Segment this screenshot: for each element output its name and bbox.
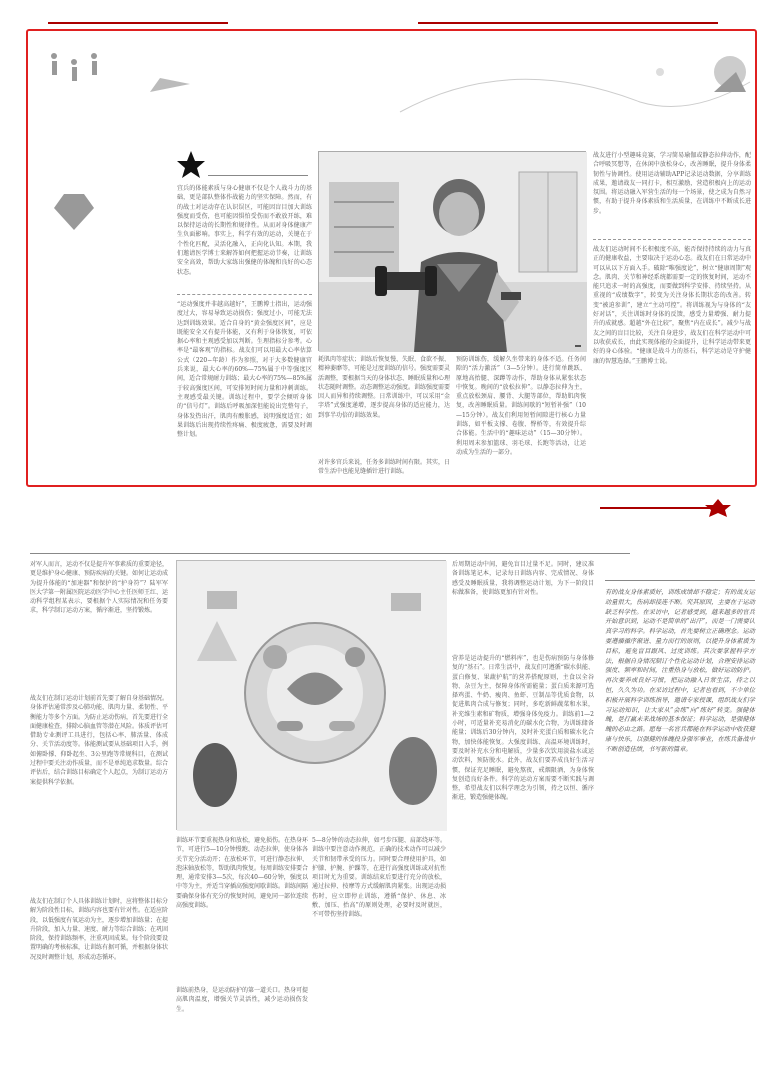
header-rule-right bbox=[418, 22, 718, 24]
body-col2-b: 对许多官兵来说，任务多训练时间有限。其实，日常生活中也能见缝插针进行训练。 bbox=[318, 459, 451, 476]
column-star-badge bbox=[176, 150, 206, 180]
title-banner bbox=[40, 42, 750, 122]
a2-col4-top: 后周期运动中间，避免盲目过量不足。同时，建议准备训练笔记本，记录每日训练内容、完成情况、身体感受及睡眠质量，我将调整运动计划，为下一阶段目标做准备，使训练更加有针对性。 bbox=[452, 561, 594, 596]
body-col2-a: 耗肌肉等症状；训练后恢复慢、失眠、食欲不振、精神萎靡等，可能是过度训练的信号。强度需要灵活调整，要根据当天的身体状态、睡眠质量和心理状态随时调整。动态调整运动强度。训练强度需要因人而异和持续调整。日常训练中，可以采用“金字塔”式强度递增，逐步提高身体的适应能力，达到事半功倍的训练效果。 bbox=[318, 356, 451, 419]
a2-col1-tail: 战友们在制订个人具体训练计划时，应将整体目标分解为阶段性目标，训练内容也要有针对性。在适应阶段，以低强度有氧运动为主，逐步增加训练量；在提升阶段，加入力量、速度、耐力等综合训练；在巩固阶段，保持训练频率，注重巩固成果。每个阶段要设置明确的考核标准，让训练有据可循，并根据身体状况及时调整计划，形成动态循环。 bbox=[30, 898, 169, 961]
a2-col1-body: 战友们在制订运动计划前首先要了解自身基础情况。身体评估通常涉及心肺功能、肌肉力量、柔韧性、平衡能力等多个方面。为防止运动伤病，首先要进行全面健康检查，排除心脑血管等潜在风险。体质评估可借助专业测评工具进行，包括心率、肺活量、体成分、关节活动度等。体能测试要从基础项目入手，例如俯卧撑、仰卧起坐、3公里跑等常规科目，在测试过程中要关注动作质量，而不是单纯追求数量。综合评估后，结合训练目标确定个人起点，为制订运动方案提供科学依据。 bbox=[30, 695, 169, 786]
editor-note-badge bbox=[52, 190, 96, 232]
notes-label-bar bbox=[600, 498, 758, 518]
nutrition-illustration bbox=[176, 560, 446, 830]
header-rule-left bbox=[48, 22, 228, 24]
a2-col2-tail: 训练前热身，是运动防护的第一道关口。热身可提高肌肉温度，增强关节灵活性，减少运动损伤发生。 bbox=[176, 987, 309, 1013]
a2-col4-body: 营养是运动提升的“燃料库”，也是伤病预防与身体修复的“基石”。日常生活中，战友们可遵循“碳水供能、蛋白修复、果蔬护航”的营养搭配原则，主食以全谷物、杂豆为主，保障身体所需能量；蛋白质来源可选择鸡蛋、牛奶、瘦肉、鱼虾、豆制品等优质食物，以促进肌肉合成与修复；同时，多吃新鲜蔬菜和水果，补充维生素和矿物质，增强身体免疫力。训练前1—2小时，可适量补充易消化的碳水化合物，为训练储备能量；训练后30分钟内，及时补充蛋白质和碳水化合物，加快体能恢复。大强度训练、高温环境训练时，要及时补充水分和电解质，少量多次饮用淡盐水或运动饮料，预防脱水。此外，战友们要养成良好生活习惯，保证充足睡眠，避免熬夜，戒烟限酒，为身体恢复创造良好条件。科学的运动方案需要不断实践与调整，希望战友们以科学理念为引领，持之以恒、循序渐进，锻造强健体魄。 bbox=[452, 655, 594, 802]
body-col4-a: 战友进行小型趣味竞赛，学习简易瑜伽或静态拉伸动作，配合呼吸冥想等，在休闲中放松身心，改善睡眠，提升身体柔韧性与协调性。使用运动辅助APP记录运动数据，分享训练成果，邀请战友一同打卡，相互激励，营造积极向上的运动氛围。将运动融入军营生活的每一个场景，使之成为自然习惯，有助于提升身体素质和生活质量，在训练中不断成长进步。 bbox=[593, 152, 751, 215]
a2-col1-intro: 对军人而言，运动不仅是提升军事素质的重要途径，更是维护身心健康、预防疾病的关键。如何让运动成为提升体能的“加速器”和保护的“护身符”？陆军军医大学第一附属医院运动医学中心主任医师王红、运动科学组程某表示，要根据个人实际情况和任务要求，科学制订运动方案，循序渐进，坚持锻炼。 bbox=[30, 561, 169, 615]
a2-col2-body: 训练环节要重视热身和放松，避免损伤。在热身环节，可进行5—10分钟慢跑、动态拉伸，使身体各关节充分活动开；在放松环节，可进行静态拉伸、泡沫轴放松等，帮助肌肉恢复。每周训练安排要合理，通常安排3—5次，每次40—60分钟，强度以中等为主，并适当穿插高强度间歇训练。训练间隔要确保身体有充分的恢复时间，避免同一部位连续高强度训练。 bbox=[176, 837, 309, 910]
body-col4-b: 战友们运动时间不长积极度不高，能否保持持续的动力与真正的健康收益，主要取决于运动心态。战友们在日常运动中可以从以下方面入手。破除“唯强度论”，树立“健康周期”观念。肌肉、关节和神经系统都需要一定的恢复时间，运动不能只追求一时的高强度，而要做到科学安排、持续坚持。从重视的“成绩数字”，转变为关注身体长期状态的改善。转变“被迫参训”，建立“主动可控”。将训练视为与身体的“友好对话”，关注训练时身体的反馈，感受力量增强、耐力提升的成就感。超越“外在比较”，聚焦“内在成长”。减少与战友之间的盲目比较，关注自身进步，战友们在科学运动中可以收获成长，由此实现体能的全面提升，让科学运动带来更好的身心体验。“健康是战斗力的基石，科学运动是守护健康的智慧选择。”王鹏博士说。 bbox=[593, 246, 751, 365]
body-col1-b: “运动强度并非越高越好”，王鹏博士指出，运动强度过大，容易导致运动损伤；强度过小，可能无法达到训练效果。适合自身的“黄金强度区间”，应是既能安全又有提升体能，又有利于身体恢复，可依据心率和主观感受加以判断。生理指标分参考。心率是“最客观”的指标。战友们可以用最大心率估算公式（220−年龄）作为参照，对于大多数健康官兵来说，最大心率的60%—75%属于中等强度区间，适合常规耐力训练；最大心率的75%—85%属于较高强度区间，可安排短时间力量和冲刺训练。主观感受最关键。训练过程中，要学会倾听身体的“信号灯”。训练后呼吸加深但能说出完整句子，身体发热出汗，肌肉有酸胀感，说明强度适宜；如果训练后出现持续性疼痛、极度疲惫，需要及时调整计划。 bbox=[177, 301, 312, 439]
gym-illustration bbox=[318, 151, 586, 351]
a2-col3-body: 5—8分钟的动态拉伸，如弓步压腿、肩部绕环等。训练中要注意动作规范，正确的技术动作可以减少关节和韧带承受的压力。同时要合理使用护具，如护膝、护腕、护踝等，在进行高强度训练或对抗性项目时尤为重要。训练结束后要进行充分的放松，通过拉伸、按摩等方式缓解肌肉紧张。出现运动损伤时，应立即停止训练，遵循“保护、休息、冰敷、加压、抬高”的原则处理，必要时及时就医，不可带伤坚持训练。 bbox=[312, 837, 446, 919]
page-header bbox=[28, 8, 750, 30]
body-col3: 预防训练伤，缓解久坐带来的身体不适。任务间隙的“活力激活”（3—5分钟）。进行简单跳跃、原地高抬腿、深蹲等动作，帮助身体从紧张状态中恢复。晚间的“放松拉伸”。以静态拉伸为主，重点放松颈肩、腰背、大腿等部位，帮助肌肉恢复，改善睡眠质量。训练间歇的“短暂补强”（10—15分钟）。战友们利用短暂间隙进行核心力量训练，如平板支撑、卷腹、臀桥等，有效提升综合体能。生活中的“趣味运动”（15—30分钟）。利用周末参加篮球、羽毛球、长跑等活动，让运动成为生活的一部分。 bbox=[456, 356, 586, 456]
notes-body: 有的战友身体素质好，训练成绩却不稳定；有的战友运动量很大，伤病却接连不断。究其原因，主要在于运动缺乏科学性。在采访中，记者感受到，越来越多的官兵开始意识到，运动不是简单的“出汗”，而是一门需要认真学习的科学。科学运动，首先要树立正确理念。运动要遵循循序渐进、量力而行的原则，以提升身体素质为目标，避免盲目跟风、过度训练。其次要掌握科学方法，根据自身情况制订个性化运动计划，合理安排运动强度、频率和时间，注重热身与放松，做好运动防护。再次要养成良好习惯，把运动融入日常生活，持之以恒，久久为功。在采访过程中，记者也看到，不少单位积极开展科学训练指导，邀请专家授课，组织战友们学习运动知识，让大家从“会练”向“练好”转变。强健体魄，是打赢未来战场的基本保证；科学运动，是强健体魄的必由之路。愿每一名官兵都能在科学运动中收获健康与快乐，以强健的体魄投身强军事业，在练兵备战中不断创造佳绩，书写新的篇章。 bbox=[605, 589, 755, 753]
illustration-credit bbox=[575, 345, 581, 347]
editor-note-text bbox=[52, 240, 174, 468]
body-col1-a: 宜兵的体能素质与身心健康不仅是个人战斗力的基础，更是部队整体作战能力的坚实保障。然而，有的战士对运动存在认识误区，可能因盲目加大训练强度而受伤，也可能因惧怕受伤而不敢放开练，难以保持运动的长期性和规律性。从而对身体健康产生负面影响。事实上，科学有效的运动，关键在于个性化匹配，灵活化融入，正向化认知。本期，我们邀请医学博士来解答如何把握运动节奏，让训练安全高效，帮助大家练出强健的体魄和良好的心态状态。 bbox=[177, 185, 312, 276]
banner-decoration bbox=[40, 42, 750, 122]
